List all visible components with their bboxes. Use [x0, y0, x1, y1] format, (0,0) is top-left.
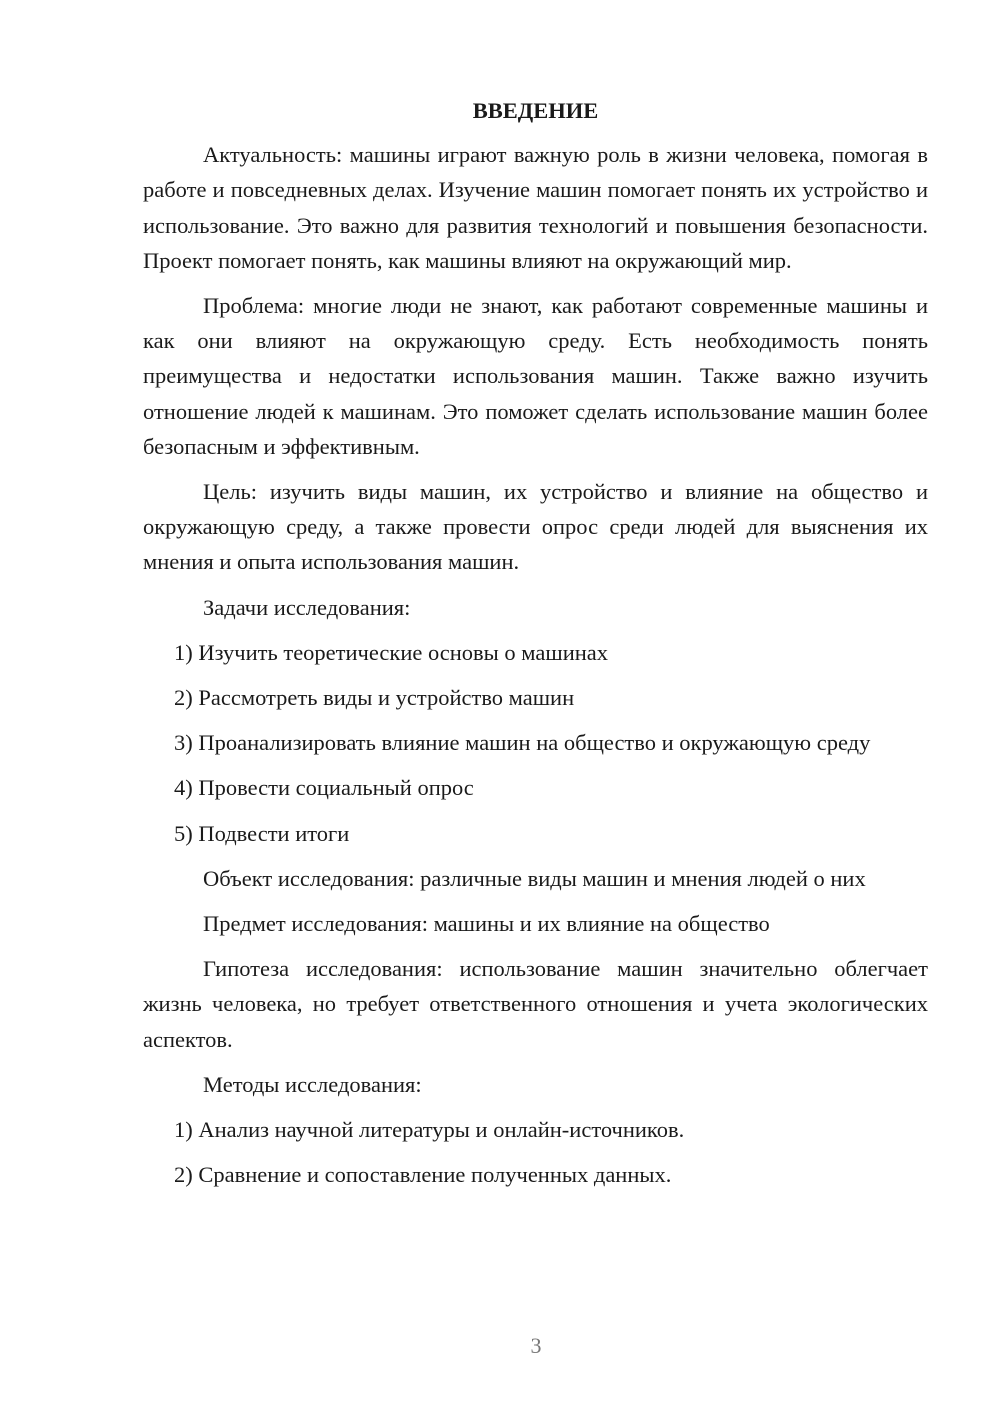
task-item: 2) Рассмотреть виды и устройство машин: [174, 685, 575, 711]
object-paragraph: Объект исследования: различные виды машин и мнения людей о них: [203, 865, 866, 891]
methods-heading: Методы исследования:: [203, 1071, 422, 1097]
method-item: 1) Анализ научной литературы и онлайн-источников.: [174, 1117, 685, 1143]
task-item: 5) Подвести итоги: [174, 820, 350, 846]
method-item: 2) Сравнение и сопоставление полученных данных.: [174, 1162, 672, 1188]
problem-paragraph: Проблема: многие люди не знают, как работают современные машины и как они влияют на окружающую среду. Есть необходимость понять преимущества и недостатки использования машин. Также важно изучить отношение людей к машинам. Это поможет сделать использование машин более безопасным и эффективным.: [143, 293, 928, 459]
subject-paragraph: Предмет исследования: машины и их влияние на общество: [203, 911, 770, 937]
hypothesis-paragraph: Гипотеза исследования: использование машин значительно облегчает жизнь человека, но требует ответственного отношения и учета экологических аспектов.: [143, 956, 928, 1052]
goal-paragraph: Цель: изучить виды машин, их устройство и влияние на общество и окружающую среду, а также провести опрос среди людей для выяснения их мнения и опыта использования машин.: [143, 479, 928, 575]
relevance-paragraph: Актуальность: машины играют важную роль в жизни человека, помогая в работе и повседневных делах. Изучение машин помогает понять их устройство и использование. Это важно для развития технологий и повышения безопасности. Проект помогает понять, как машины влияют на окружающий мир.: [143, 142, 928, 273]
section-title: ВВЕДЕНИЕ: [472, 98, 599, 123]
task-item: 4) Провести социальный опрос: [174, 775, 474, 801]
tasks-heading: Задачи исследования:: [203, 594, 411, 620]
page-number: 3: [530, 1333, 542, 1358]
task-item: 3) Проанализировать влияние машин на общество и окружающую среду: [174, 730, 871, 756]
page-content: [143, 93, 928, 1202]
task-item: 1) Изучить теоретические основы о машинах: [174, 639, 609, 665]
